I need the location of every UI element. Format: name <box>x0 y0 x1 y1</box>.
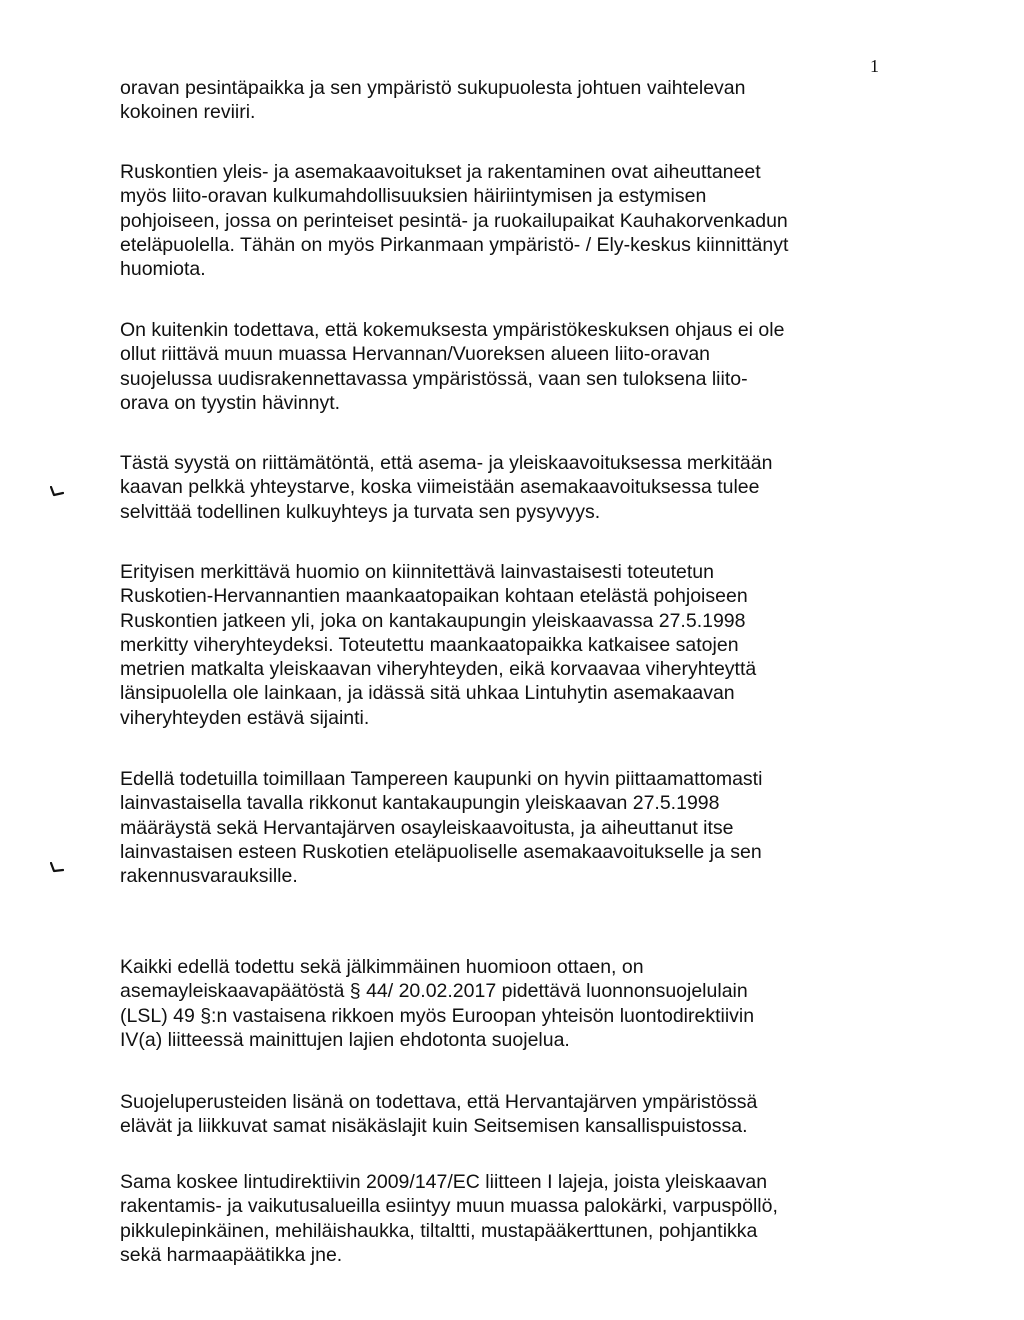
text-line: kokoinen reviiri. <box>120 101 256 124</box>
paragraph-7 <box>120 955 920 1052</box>
text-line: lainvastaisen esteen Ruskotien eteläpuoliselle asemakaavoitukselle ja sen <box>120 840 762 863</box>
text-line: myös liito-oravan kulkumahdollisuuksien häiriintymisen ja estymisen <box>120 185 707 208</box>
paragraph-2 <box>120 160 920 281</box>
text-line: Ruskotien-Hervannantien maankaatopaikan kohtaan etelästä pohjoiseen <box>120 585 748 608</box>
text-line: länsipuolella ole lainkaan, ja idässä sitä uhkaa Lintuhytin asemakaavan <box>120 682 735 705</box>
text-line: eteläpuolella. Tähän on myös Pirkanmaan ympäristö- / Ely-keskus kiinnittänyt <box>120 233 789 256</box>
text-line: rakentamis- ja vaikutusalueilla esiintyy muun muassa palokärki, varpuspöllö, <box>120 1195 778 1218</box>
text-line: kaavan pelkkä yhteystarve, koska viimeistään asemakaavoituksessa tulee <box>120 476 760 499</box>
margin-checkmark-icon <box>50 486 64 498</box>
text-line: rakennusvarauksille. <box>120 865 298 888</box>
text-line: Ruskontien jatkeen yli, joka on kantakaupungin yleiskaavassa 27.5.1998 <box>120 609 746 632</box>
text-line: lainvastaisella tavalla rikkonut kantakaupungin yleiskaavan 27.5.1998 <box>120 792 720 815</box>
paragraph-3 <box>120 318 920 415</box>
text-line: IV(a) liitteessä mainittujen lajien ehdotonta suojelua. <box>120 1028 570 1051</box>
text-line: elävät ja liikkuvat samat nisäkäslajit kuin Seitsemisen kansallispuistossa. <box>120 1115 748 1138</box>
text-line: oravan pesintäpaikka ja sen ympäristö sukupuolesta johtuen vaihtelevan <box>120 77 746 99</box>
text-line: metrien matkalta yleiskaavan viheryhteyden, eikä korvaavaa viheryhteyttä <box>120 658 757 681</box>
margin-checkmark-icon <box>50 862 64 874</box>
text-line: Erityisen merkittävä huomio on kiinnitettävä lainvastaisesti toteutetun <box>120 561 714 583</box>
paragraph-4 <box>120 451 920 524</box>
paragraph-9 <box>120 1170 920 1267</box>
text-line: määräystä sekä Hervantajärven osayleiskaavoitusta, ja aiheuttanut itse <box>120 816 734 839</box>
text-line: Sama koskee lintudirektiivin 2009/147/EC liitteen I lajeja, joista yleiskaavan <box>120 1171 768 1193</box>
text-line: Suojeluperusteiden lisänä on todettava, että Hervantajärven ympäristössä <box>120 1091 758 1113</box>
text-line: orava on tyystin hävinnyt. <box>120 391 341 414</box>
text-line: Kaikki edellä todettu sekä jälkimmäinen huomioon ottaen, on <box>120 956 644 978</box>
page-number: 1 <box>870 56 879 76</box>
paragraph-6 <box>120 767 920 888</box>
text-line: asemayleiskaavapäätöstä § 44/ 20.02.2017 pidettävä luonnonsuojelulain <box>120 980 748 1003</box>
text-line: Edellä todetuilla toimillaan Tampereen kaupunki on hyvin piittaamattomasti <box>120 768 763 790</box>
text-line: Tästä syystä on riittämätöntä, että asema- ja yleiskaavoituksessa merkitään <box>120 452 773 474</box>
text-line: suojelussa uudisrakennettavassa ympäristössä, vaan sen tuloksena liito- <box>120 367 748 390</box>
text-line: pohjoiseen, jossa on perinteiset pesintä- ja ruokailupaikat Kauhakorvenkadun <box>120 209 788 232</box>
text-line: pikkulepinkäinen, mehiläishaukka, tiltaltti, mustapääkerttunen, pohjantikka <box>120 1219 758 1242</box>
paragraph-8 <box>120 1090 920 1139</box>
text-line: On kuitenkin todettava, että kokemuksesta ympäristökeskuksen ohjaus ei ole <box>120 319 785 341</box>
text-line: huomiota. <box>120 258 206 281</box>
text-line: viheryhteyden estävä sijainti. <box>120 706 370 729</box>
text-line: Ruskontien yleis- ja asemakaavoitukset ja rakentaminen ovat aiheuttaneet <box>120 161 761 183</box>
text-line: selvittää todellinen kulkuyhteys ja turvata sen pysyvyys. <box>120 500 601 523</box>
text-line: merkitty viheryhteydeksi. Toteutettu maankaatopaikka katkaisee satojen <box>120 633 739 656</box>
text-line: ollut riittävä muun muassa Hervannan/Vuoreksen alueen liito-oravan <box>120 343 711 366</box>
text-line: (LSL) 49 §:n vastaisena rikkoen myös Euroopan yhteisön luontodirektiivin <box>120 1004 755 1027</box>
paragraph-1 <box>120 76 920 125</box>
text-line: sekä harmaapäätikka jne. <box>120 1243 343 1266</box>
paragraph-5 <box>120 560 920 730</box>
